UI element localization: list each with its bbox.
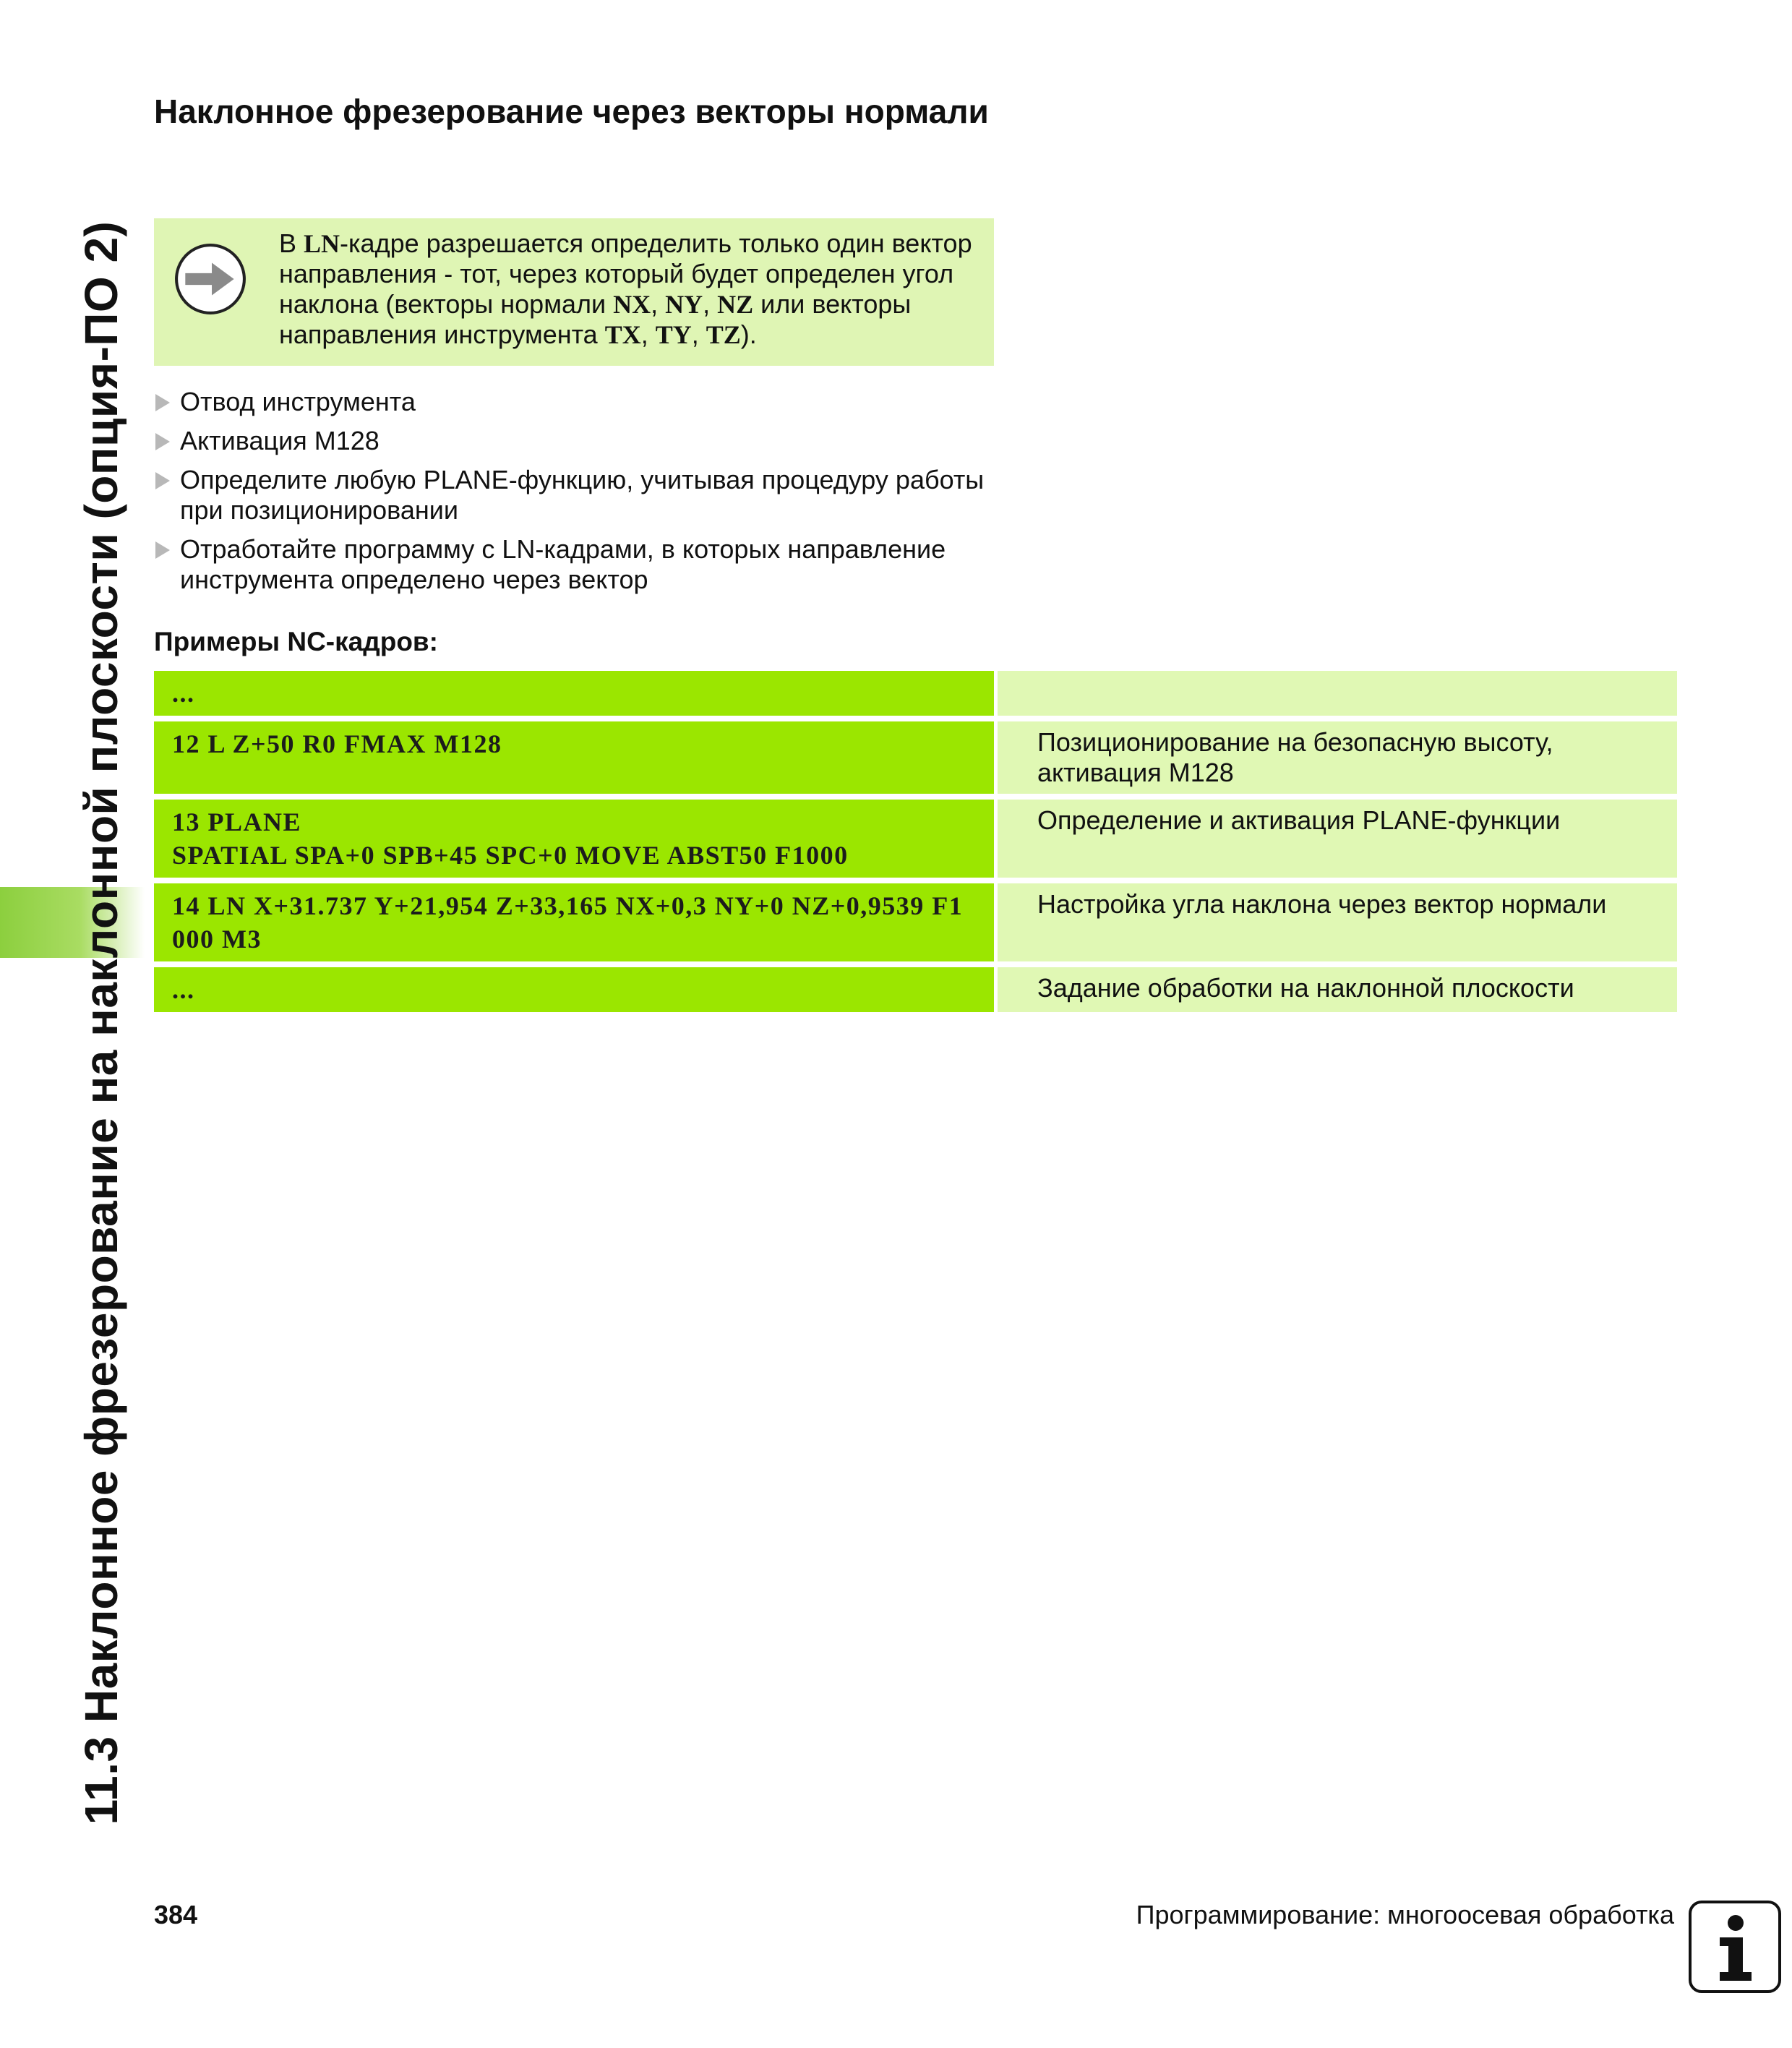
table-row (154, 800, 1677, 878)
nc-code-cell: 12 L Z+50 R0 FMAX M128 (154, 721, 994, 794)
nc-desc-cell: Задание обработки на наклонной плоскости (998, 967, 1677, 1012)
nc-desc-cell: Настройка угла наклона через вектор нормали (998, 883, 1677, 961)
footer-title: Программирование: многоосевая обработка (1136, 1900, 1674, 1929)
triangle-bullet-icon (155, 541, 170, 559)
info-icon (1688, 1900, 1782, 1994)
section-heading: Наклонное фрезерование через векторы нормали (154, 93, 989, 130)
list-item: Активация M128 (154, 426, 1021, 456)
table-row (154, 967, 1677, 1012)
page-number: 384 (154, 1900, 198, 1929)
triangle-bullet-icon (155, 433, 170, 450)
note-text: В LN-кадре разрешается определить только один вектор направления - тот, через который будет определен угол наклона (векторы нормали NX, NY, NZ или векторы направления инструмента TX, TY, TZ). (279, 228, 972, 349)
examples-label: Примеры NC-кадров: (154, 627, 438, 656)
step-list (154, 387, 1021, 604)
chapter-side-title: 11.3 Наклонное фрезерование на наклонной плоскости (опция-ПО 2) (75, 220, 127, 1825)
list-item: Отработайте программу с LN-кадрами, в которых направление инструмента определено через вектор (154, 534, 1021, 595)
nc-code-cell: ... (154, 967, 994, 1012)
arrow-right-icon (173, 242, 247, 316)
list-item: Отвод инструмента (154, 387, 1021, 417)
table-row (154, 721, 1677, 794)
nc-desc-cell: Позиционирование на безопасную высоту, активация M128 (998, 721, 1677, 794)
triangle-bullet-icon (155, 472, 170, 489)
nc-desc-cell (998, 671, 1677, 716)
nc-code-cell: 13 PLANE SPATIAL SPA+0 SPB+45 SPC+0 MOVE ABST50 F1000 (154, 800, 994, 878)
nc-code-cell: ... (154, 671, 994, 716)
nc-code-cell: 14 LN X+31.737 Y+21,954 Z+33,165 NX+0,3 NY+0 NZ+0,9539 F1 000 M3 (154, 883, 994, 961)
list-item: Определите любую PLANE-функцию, учитывая процедуру работы при позиционировании (154, 465, 1021, 526)
table-row (154, 883, 1677, 961)
triangle-bullet-icon (155, 394, 170, 411)
note-box (154, 218, 994, 366)
nc-desc-cell: Определение и активация PLANE-функции (998, 800, 1677, 878)
nc-example-table (154, 671, 1677, 1018)
table-row (154, 671, 1677, 716)
